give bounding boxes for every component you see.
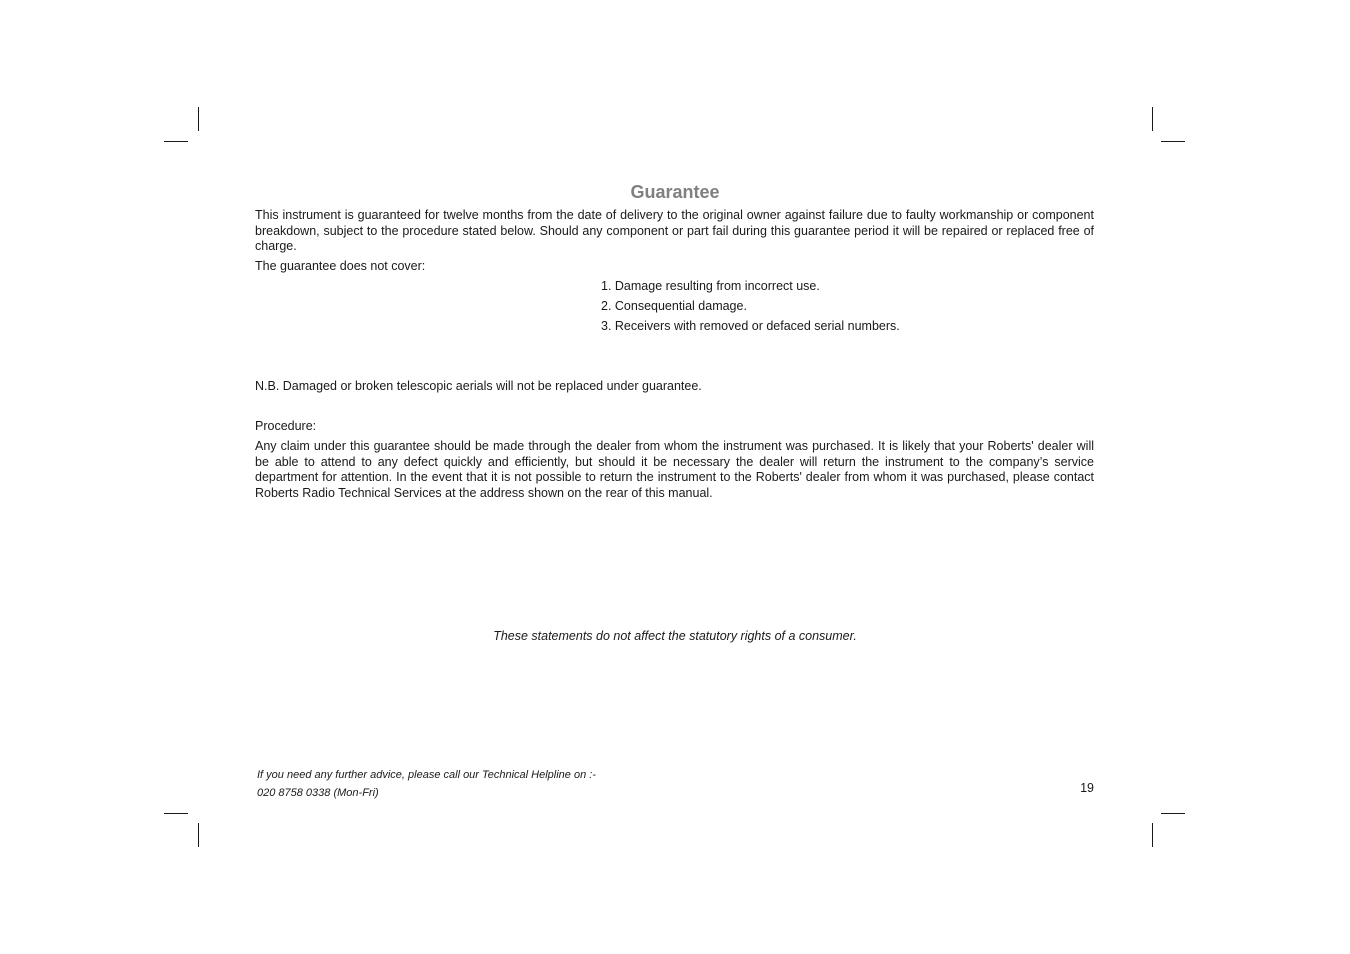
crop-mark — [164, 141, 188, 142]
exclusion-item: 2. Consequential damage. — [601, 299, 747, 313]
helpline-text: If you need any further advice, please call our Technical Helpline on :- — [257, 769, 596, 781]
not-cover-heading: The guarantee does not cover: — [255, 259, 426, 273]
crop-mark — [198, 823, 199, 847]
crop-mark — [1161, 813, 1185, 814]
exclusion-item: 3. Receivers with removed or defaced serial numbers. — [601, 319, 900, 333]
crop-mark — [164, 813, 188, 814]
procedure-heading: Procedure: — [255, 419, 317, 433]
crop-mark — [198, 107, 199, 131]
crop-mark — [1152, 823, 1153, 847]
exclusions-list — [601, 279, 900, 339]
statutory-statement: These statements do not affect the statutory rights of a consumer. — [493, 629, 857, 643]
nb-note: N.B. Damaged or broken telescopic aerials will not be replaced under guarantee. — [255, 379, 702, 393]
page-number: 19 — [1080, 781, 1094, 795]
crop-mark — [1161, 141, 1185, 142]
exclusion-item: 1. Damage resulting from incorrect use. — [601, 279, 820, 293]
procedure-paragraph: Any claim under this guarantee should be made through the dealer from whom the instrument was purchased. It is likely that your Roberts' dealer will be able to attend to any defect quickly and efficiently, but should it be necessary the dealer will return the instrument to the company’s service department for attention. In the event that it is not possible to return the instrument to the Roberts' dealer from whom it was purchased, please contact Roberts Radio Technical Services at the address shown on the rear of this manual. — [255, 439, 1094, 500]
page-title: Guarantee — [630, 182, 720, 202]
intro-paragraph: This instrument is guaranteed for twelve months from the date of delivery to the original owner against failure due to faulty workmanship or component breakdown, subject to the procedure stated below. Should any component or part fail during this guarantee period it will be repaired or replaced free of charge. — [255, 208, 1094, 253]
crop-mark — [1152, 107, 1153, 131]
helpline-number: 020 8758 0338 (Mon-Fri) — [257, 787, 379, 799]
